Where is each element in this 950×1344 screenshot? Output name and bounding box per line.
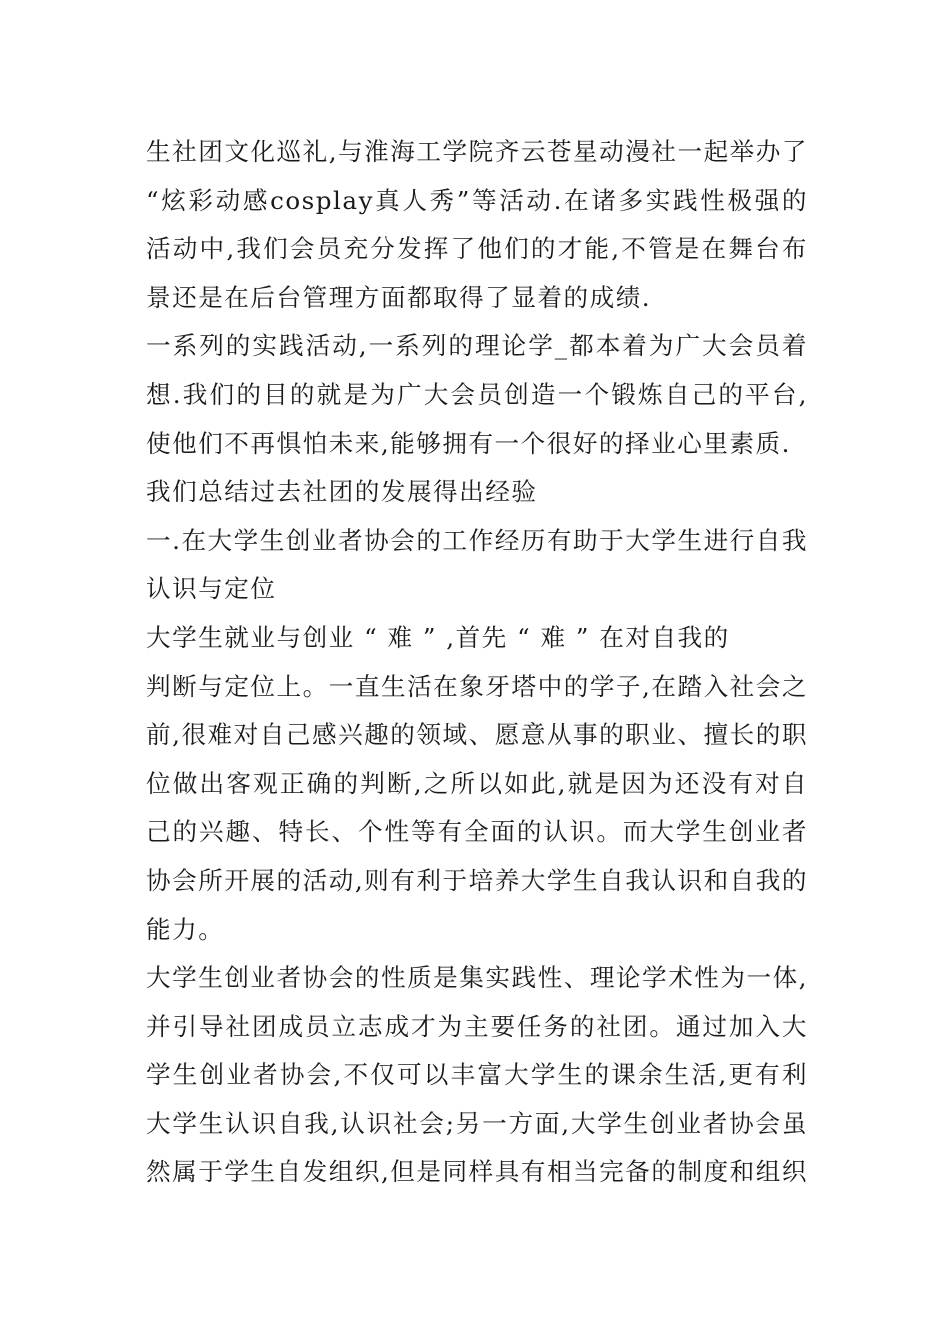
text-line: 大学生就业与创业 “ 难 ” ,首先 “ 难 ” 在对自我的: [146, 622, 730, 652]
text-line: 生社团文化巡礼,与淮海工学院齐云苍星动漫社一起举办了: [146, 137, 808, 166]
text-line: 认识与定位: [146, 574, 277, 604]
text-line: 协会所开展的活动,则有利于培养大学生自我认识和自我的: [146, 865, 808, 895]
text-line: 并引导社团成员立志成才为主要任务的社团。通过加入大: [146, 1011, 808, 1041]
text-line: 使他们不再惧怕未来,能够拥有一个很好的择业心里素质.: [146, 428, 791, 458]
text-line: 判断与定位上。一直生活在象牙塔中的学子,在踏入社会之: [146, 671, 808, 701]
text-line: 能力。: [146, 914, 225, 944]
text-line: “炫彩动感cosplay真人秀”等活动.在诸多实践性极强的: [146, 185, 808, 215]
text-line: 位做出客观正确的判断,之所以如此,就是因为还没有对自: [146, 768, 808, 798]
text-line: 己的兴趣、特长、个性等有全面的认识。而大学生创业者: [146, 817, 808, 847]
text-line: 大学生认识自我,认识社会;另一方面,大学生创业者协会虽: [146, 1108, 808, 1138]
text-line: 一系列的实践活动,一系列的理论学_都本着为广大会员着: [146, 331, 808, 361]
text-line: 大学生创业者协会的性质是集实践性、理论学术性为一体,: [146, 963, 808, 993]
text-line: 活动中,我们会员充分发挥了他们的才能,不管是在舞台布: [146, 234, 808, 264]
text-line: 景还是在后台管理方面都取得了显着的成绩.: [146, 282, 652, 312]
text-line: 想.我们的目的就是为广大会员创造一个锻炼自己的平台,: [146, 379, 808, 409]
text-line: 我们总结过去社团的发展得出经验: [146, 477, 538, 507]
text-line: 然属于学生自发组织,但是同样具有相当完备的制度和组织: [146, 1157, 808, 1187]
text-line: 学生创业者协会,不仅可以丰富大学生的课余生活,更有利: [146, 1060, 808, 1090]
body-text: [146, 128, 808, 1197]
text-line: 前,很难对自己感兴趣的领域、愿意从事的职业、擅长的职: [146, 720, 808, 750]
text-line: 一.在大学生创业者协会的工作经历有助于大学生进行自我: [146, 525, 808, 555]
